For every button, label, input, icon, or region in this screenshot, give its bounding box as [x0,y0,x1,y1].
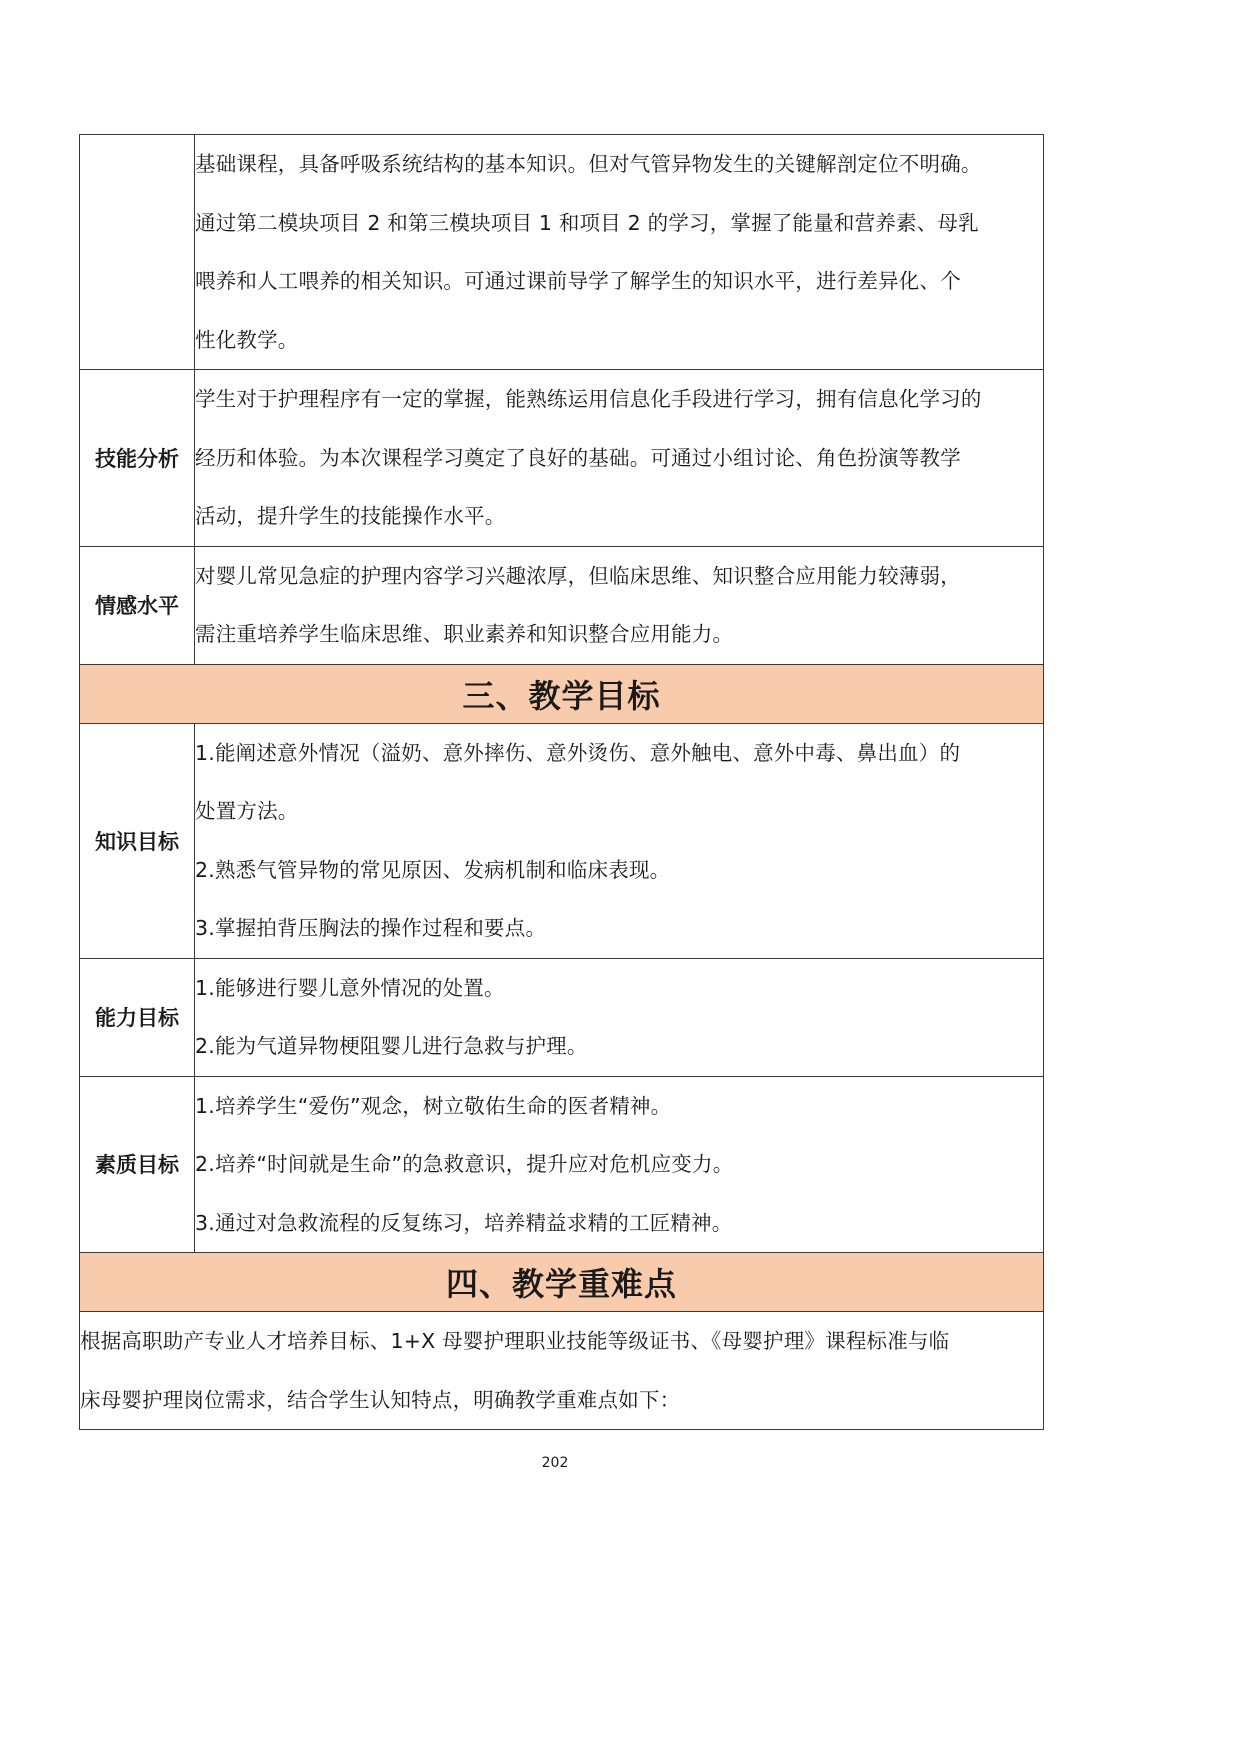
table-row-emotion-level [80,546,1044,664]
row-label-continuation [80,135,195,370]
content-line: 喂养和人工喂养的相关知识。可通过课前导学了解学生的知识水平，进行差异化、个 [195,269,961,293]
content-line: 需注重培养学生临床思维、职业素养和知识整合应用能力。 [195,622,734,646]
content-line: 1.培养学生“爱伤”观念，树立敬佑生命的医者精神。 [195,1093,672,1118]
content-line: 通过第二模块项目 2 和第三模块项目 1 和项目 2 的学习，掌握了能量和营养素、母乳 [195,210,979,235]
content-line: 学生对于护理程序有一定的掌握，能熟练运用信息化手段进行学习，拥有信息化学习的 [195,387,982,411]
section-heading-teaching-goals: 三、教学目标 [80,664,1044,723]
content-ability-goal [195,958,1044,1076]
table-row-section-key-points [80,1253,1044,1312]
content-line: 床母婴护理岗位需求，结合学生认知特点，明确教学重难点如下： [80,1387,681,1412]
row-label-skill-analysis: 技能分析 [80,370,195,547]
table-row-continuation [80,135,1044,370]
row-label-ability-goal: 能力目标 [80,958,195,1076]
content-line: 1.能阐述意外情况（溢奶、意外摔伤、意外烫伤、意外触电、意外中毒、鼻出血）的 [195,740,961,765]
content-line: 3.掌握拍背压胸法的操作过程和要点。 [195,916,547,940]
content-continuation [195,135,1044,370]
row-label-quality-goal: 素质目标 [80,1076,195,1253]
content-emotion-level [195,546,1044,664]
content-line: 经历和体验。为本次课程学习奠定了良好的基础。可通过小组讨论、角色扮演等教学 [195,445,961,470]
content-line: 根据高职助产专业人才培养目标、1+X 母婴护理职业技能等级证书、《母婴护理》课程标准与临 [80,1329,950,1353]
row-label-knowledge-goal: 知识目标 [80,723,195,958]
content-line: 2.能为气道异物梗阻婴儿进行急救与护理。 [195,1034,588,1058]
section-heading-key-difficult-points: 四、教学重难点 [80,1253,1044,1312]
content-line: 2.熟悉气管异物的常见原因、发病机制和临床表现。 [195,857,671,882]
content-key-points-intro [80,1312,1044,1430]
content-knowledge-goal [195,723,1044,958]
table-row-key-points-intro [80,1312,1044,1430]
table-row-knowledge-goal [80,723,1044,958]
content-line: 2.培养“时间就是生命”的急救意识，提升应对危机应变力。 [195,1152,734,1176]
content-skill-analysis [195,370,1044,547]
content-line: 处置方法。 [195,799,299,823]
content-line: 活动，提升学生的技能操作水平。 [195,504,506,528]
content-line: 基础课程，具备呼吸系统结构的基本知识。但对气管异物发生的关键解剖定位不明确。 [195,152,982,176]
table-row-section-teaching-goals [80,664,1044,723]
page-number: 202 [541,1455,569,1471]
table-row-ability-goal [80,958,1044,1076]
lesson-plan-table [79,134,1044,1430]
content-line: 1.能够进行婴儿意外情况的处置。 [195,975,505,1000]
row-label-emotion-level: 情感水平 [80,546,195,664]
content-line: 3.通过对急救流程的反复练习，培养精益求精的工匠精神。 [195,1210,733,1235]
table-row-skill-analysis [80,370,1044,547]
content-quality-goal [195,1076,1044,1253]
content-line: 对婴儿常见急症的护理内容学习兴趣浓厚，但临床思维、知识整合应用能力较薄弱， [195,563,961,588]
content-line: 性化教学。 [195,327,299,352]
table-row-quality-goal [80,1076,1044,1253]
